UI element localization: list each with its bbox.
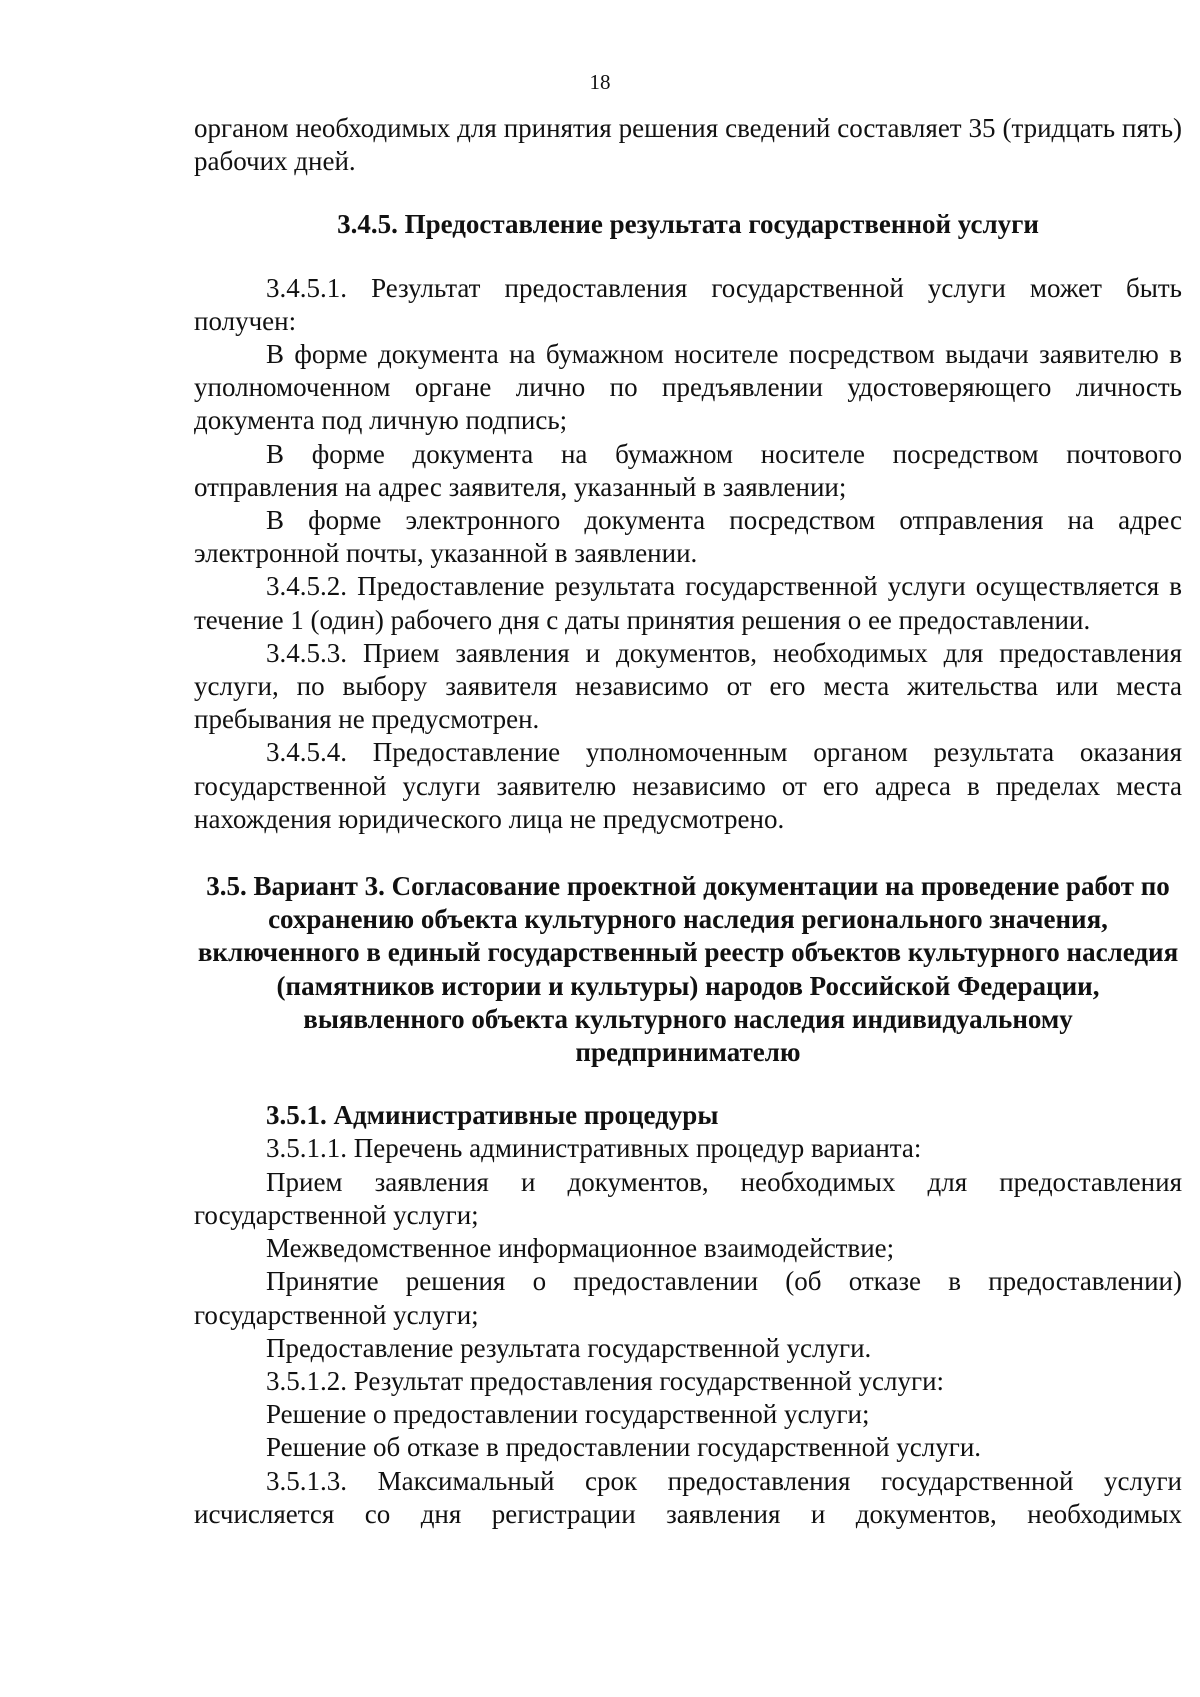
page-number: 18 bbox=[589, 70, 611, 94]
paragraph: 3.5.1.3. Максимальный срок предоставления государственной услуги исчисляется со дня регистрации заявления и документов, необходимых bbox=[194, 1465, 1182, 1529]
subsection-heading: 3.5.1. Административные процедуры bbox=[266, 1100, 719, 1131]
paragraph: Решение о предоставлении государственной услуги; bbox=[266, 1399, 870, 1430]
paragraph: 3.5.1.1. Перечень административных процедур варианта: bbox=[266, 1133, 922, 1164]
paragraph: Прием заявления и документов, необходимых для предоставления государственной услуги; bbox=[194, 1166, 1182, 1230]
section-heading: 3.5. Вариант 3. Согласование проектной документации на проведение работ по сохранению объекта культурного наследия регионального значения, включенного в единый государственный реестр объектов культурного наследия (памятников истории и культуры) народов Российской Федерации, выявленного объекта культурного наследия индивидуальному предпринимателю bbox=[197, 871, 1179, 1068]
spacer bbox=[194, 242, 1182, 272]
paragraph: Межведомственное информационное взаимодействие; bbox=[266, 1233, 895, 1264]
document-body bbox=[194, 112, 1182, 1531]
paragraph: В форме документа на бумажном носителе посредством почтового отправления на адрес заявителя, указанный в заявлении; bbox=[194, 438, 1182, 502]
spacer bbox=[194, 178, 1182, 208]
paragraph: 3.5.1.2. Результат предоставления государственной услуги: bbox=[266, 1365, 945, 1396]
paragraph: Принятие решения о предоставлении (об отказе в предоставлении) государственной услуги; bbox=[194, 1266, 1182, 1330]
paragraph: 3.4.5.4. Предоставление уполномоченным органом результата оказания государственной услуги заявителю независимо от его адреса в пределах места нахождения юридического лица не предусмотрено. bbox=[194, 737, 1182, 834]
spacer bbox=[194, 1069, 1182, 1099]
paragraph: В форме документа на бумажном носителе посредством выдачи заявителю в уполномоченном органе лично по предъявлении удостоверяющего личность документа под личную подпись; bbox=[194, 339, 1182, 436]
paragraph: 3.4.5.1. Результат предоставления государственной услуги может быть получен: bbox=[194, 272, 1182, 336]
paragraph: 3.4.5.2. Предоставление результата государственной услуги осуществляется в течение 1 (один) рабочего дня с даты принятия решения о ее предоставлении. bbox=[194, 571, 1182, 635]
paragraph: 3.4.5.3. Прием заявления и документов, необходимых для предоставления услуги, по выбору заявителя независимо от его места жительства или места пребывания не предусмотрен. bbox=[194, 637, 1182, 735]
paragraph: В форме электронного документа посредством отправления на адрес электронной почты, указанной в заявлении. bbox=[194, 505, 1182, 569]
paragraph: Решение об отказе в предоставлении государственной услуги. bbox=[266, 1432, 982, 1463]
paragraph: органом необходимых для принятия решения сведений составляет 35 (тридцать пять) рабочих дней. bbox=[194, 113, 1182, 177]
spacer bbox=[194, 836, 1182, 870]
paragraph: Предоставление результата государственной услуги. bbox=[266, 1332, 872, 1363]
section-heading: 3.4.5. Предоставление результата государственной услуги bbox=[337, 209, 1039, 240]
